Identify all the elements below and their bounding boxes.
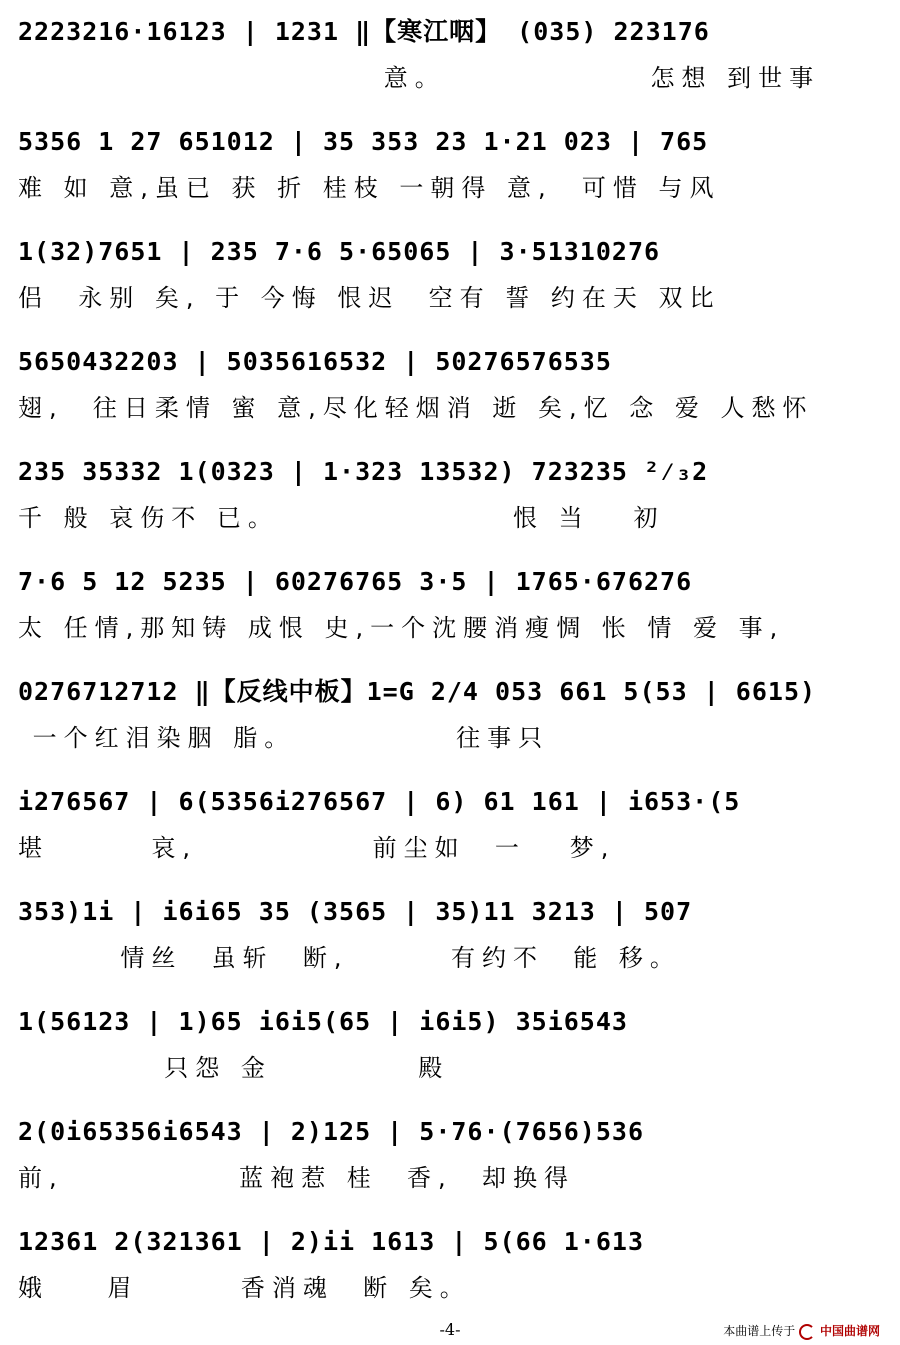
lyrics-line: 翅, 往日柔情 蜜 意,尽化轻烟消 逝 矣,忆 念 爱 人愁怀: [18, 394, 814, 422]
score-system: [0, 990, 900, 1100]
upload-credit: [723, 1322, 880, 1340]
jianpu-notes: 2(0i65356i6543 | 2)125 | 5·76·(7656)536: [18, 1117, 644, 1146]
swirl-logo-icon: [799, 1324, 815, 1340]
lyrics-line: 只怨 金 殿: [18, 1054, 450, 1082]
lyrics-line: 难 如 意,虽已 获 折 桂枝 一朝得 意, 可惜 与风: [18, 174, 721, 202]
jianpu-notes: 5650432203 | 5035616532 | 50276576535: [18, 347, 612, 376]
score-system: [0, 110, 900, 220]
lyrics-line: 千 般 哀伤不 已。 恨 当 初: [18, 504, 665, 532]
score-system: [0, 0, 900, 110]
lyrics-line: 情丝 虽斩 断, 有约不 能 移。: [18, 944, 681, 972]
score-system: [0, 880, 900, 990]
jianpu-notes: 0276712712 ‖【反线中板】1=G 2/4 053 661 5(53 | 6615): [18, 677, 817, 706]
jianpu-notes: 353)1i | i6i65 35 (3565 | 35)11 3213 | 507: [18, 897, 693, 926]
jianpu-notes: 7·6 5 12 5235 | 60276765 3·5 | 1765·676276: [18, 567, 693, 596]
jianpu-notes: i276567 | 6(5356i276567 | 6) 61 161 | i653·(5: [18, 787, 741, 816]
lyrics-line: 侣 永别 矣, 于 今悔 恨迟 空有 誓 约在天 双比: [18, 284, 721, 312]
lyrics-line: 太 任情,那知铸 成恨 史,一个沈腰消瘦惆 怅 情 爱 事,: [18, 614, 785, 642]
score-system: [0, 550, 900, 660]
score-system: [0, 660, 900, 770]
score-system: [0, 330, 900, 440]
score-system: [0, 440, 900, 550]
jianpu-notes: 1(56123 | 1)65 i6i5(65 | i6i5) 35i6543: [18, 1007, 628, 1036]
score-system: [0, 220, 900, 330]
jianpu-notes: 1(32)7651 | 235 7·6 5·65065 | 3·51310276: [18, 237, 661, 266]
lyrics-line: 一个红泪染胭 脂。 往事只: [18, 724, 550, 752]
site-logo: 中国曲谱网: [819, 1324, 880, 1338]
score-system: [0, 1100, 900, 1210]
lyrics-line: 意。 怎想 到世事: [18, 64, 821, 92]
lyrics-line: 娥 眉 香消魂 断 矣。: [18, 1274, 471, 1302]
score-system: [0, 1210, 900, 1320]
jianpu-notes: 12361 2(321361 | 2)ii 1613 | 5(66 1·613: [18, 1227, 644, 1256]
lyrics-line: 前, 蓝袍惹 桂 香, 却换得: [18, 1164, 575, 1192]
lyrics-line: 堪 哀, 前尘如 一 梦,: [18, 834, 616, 862]
jianpu-notes: 235 35332 1(0323 | 1·323 13532) 723235 ²⁄₃2: [18, 457, 709, 486]
page-number: -4-: [439, 1320, 461, 1339]
page-footer: [0, 1318, 900, 1345]
jianpu-notes: 5356 1 27 651012 | 35 353 23 1·21 023 | 765: [18, 127, 709, 156]
score-system: [0, 770, 900, 880]
jianpu-notes: 2223216·16123 | 1231 ‖【寒江咽】 (035) 223176: [18, 17, 710, 46]
credit-text: 本曲谱上传于: [723, 1324, 796, 1338]
